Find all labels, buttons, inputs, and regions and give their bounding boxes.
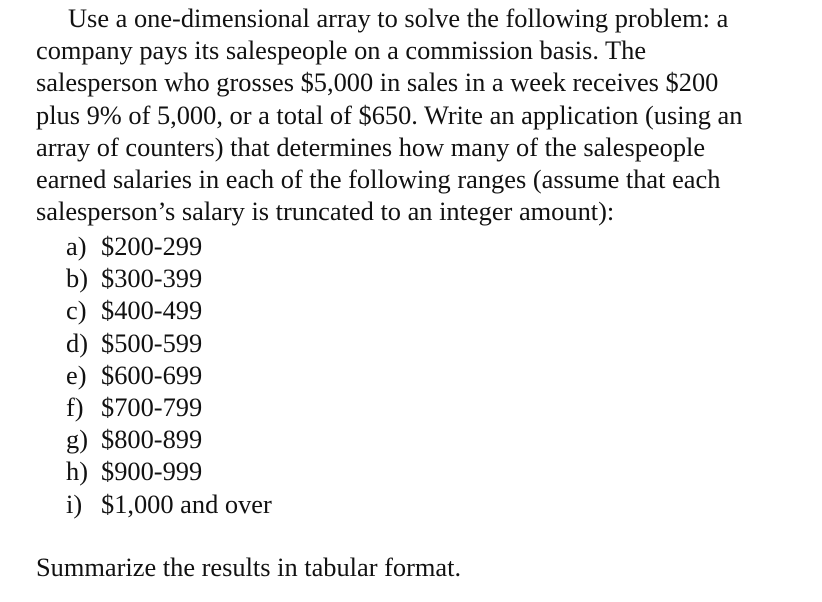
- range-text: $1,000 and over: [101, 488, 272, 519]
- range-marker: c): [66, 295, 87, 326]
- range-item: [66, 262, 272, 294]
- range-text: $700-799: [101, 392, 203, 423]
- range-marker: d): [66, 327, 88, 358]
- range-item: [66, 455, 272, 487]
- range-item: [66, 488, 272, 520]
- range-marker: e): [66, 359, 87, 390]
- range-marker: b): [66, 263, 88, 294]
- range-item: [66, 423, 272, 455]
- problem-line: company pays its salespeople on a commission basis. The: [36, 35, 647, 66]
- range-text: $400-499: [101, 295, 203, 326]
- range-text: $500-599: [101, 327, 203, 358]
- range-item: [66, 391, 272, 423]
- problem-line: plus 9% of 5,000, or a total of $650. Write an application (using an: [36, 99, 743, 130]
- range-text: $800-899: [101, 424, 203, 455]
- range-marker: g): [66, 424, 88, 455]
- range-marker: i): [66, 488, 83, 519]
- range-marker: h): [66, 456, 88, 487]
- problem-line: earned salaries in each of the following ranges (assume that each: [36, 164, 721, 195]
- range-marker: f): [66, 392, 84, 423]
- problem-line: Use a one-dimensional array to solve the following problem: a: [68, 3, 729, 33]
- range-item: [66, 359, 272, 391]
- range-marker: a): [66, 231, 87, 261]
- salary-ranges-list: [66, 230, 272, 520]
- problem-statement: [36, 2, 816, 227]
- problem-line: array of counters) that determines how many of the salespeople: [36, 131, 706, 162]
- range-text: $200-299: [101, 231, 203, 261]
- range-text: $300-399: [101, 263, 203, 294]
- summary-instruction: Summarize the results in tabular format.: [36, 552, 462, 582]
- range-text: $600-699: [101, 359, 203, 390]
- range-item: [66, 294, 272, 326]
- range-item: [66, 327, 272, 359]
- range-text: $900-999: [101, 456, 203, 487]
- range-item: [66, 230, 272, 262]
- problem-line: salesperson who grosses $5,000 in sales in a week receives $200: [36, 67, 719, 98]
- problem-line: salesperson’s salary is truncated to an integer amount):: [36, 196, 615, 227]
